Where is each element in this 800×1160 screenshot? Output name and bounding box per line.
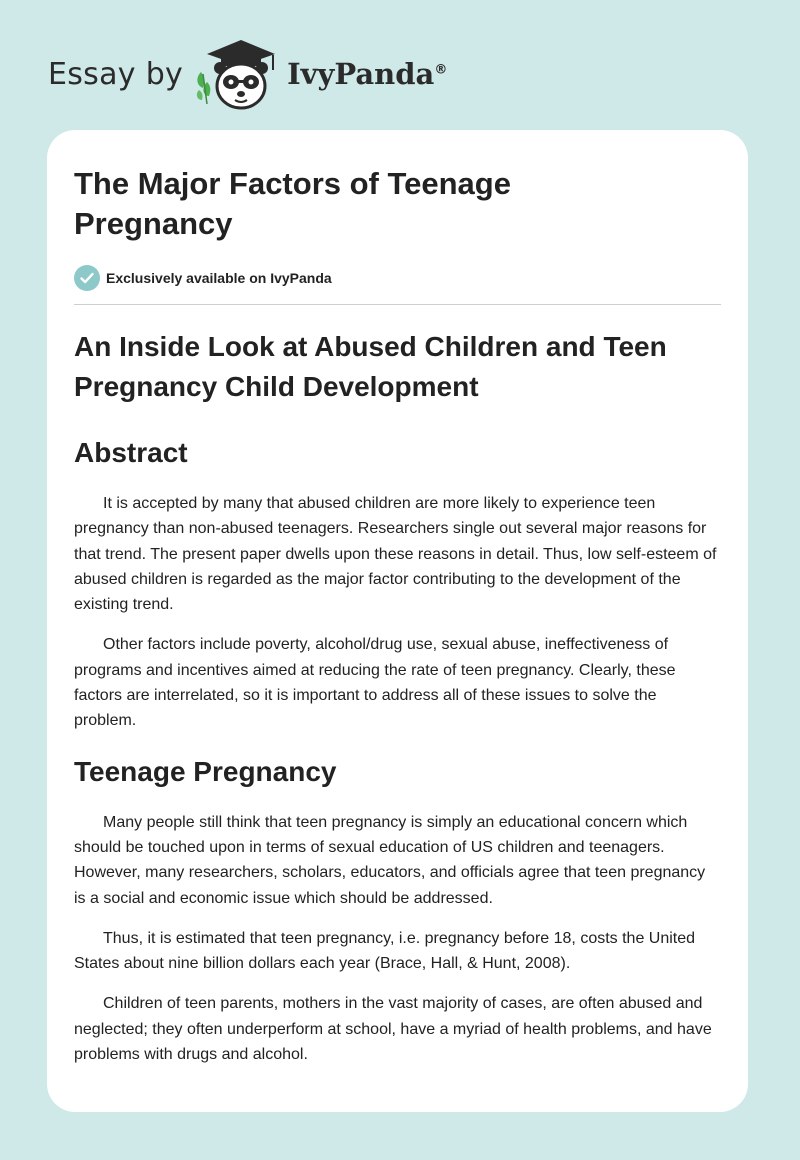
paragraph: Children of teen parents, mothers in the vast majority of cases, are often abused and neglected; they often underperform at school, have a myriad of health problems, and have problems with drugs and alcohol. [74, 995, 712, 1064]
brand-header[interactable] [48, 34, 447, 114]
document-title: The Major Factors of Teenage Pregnancy [74, 166, 511, 241]
paragraph: Thus, it is estimated that teen pregnancy, i.e. pregnancy before 18, costs the United States about nine billion dollars each year (Brace, Hall, & Hunt, 2008). [74, 929, 696, 973]
check-icon [74, 265, 100, 291]
brand-name: IvyPanda® [287, 57, 448, 91]
exclusive-badge [74, 264, 721, 292]
brand-prefix: Essay by [48, 56, 184, 92]
ivy-leaf-icon [197, 72, 210, 104]
divider [74, 304, 721, 305]
essay-card [47, 130, 748, 1112]
registered-mark: ® [434, 62, 448, 78]
paragraph: Many people still think that teen pregnancy is simply an educational concern which should be touched upon in terms of sexual education of US children and teenagers. However, many researchers, scholars, educators, and officials agree that teen pregnancy is a social and economic issue which should be addressed. [74, 813, 706, 907]
essay-title: An Inside Look at Abused Children and Teen Pregnancy Child Development [74, 331, 667, 402]
badge-text: Exclusively available on IvyPanda [106, 270, 332, 286]
section-heading-teenage-pregnancy: Teenage Pregnancy [74, 755, 337, 787]
panda-logo-icon [193, 34, 283, 114]
paragraph: It is accepted by many that abused children are more likely to experience teen pregnancy than non-abused teenagers. Researchers single out several major reasons for that trend. The present paper dwells upon these reasons in detail. Thus, low self-esteem of abused children is regarded as the major factor contributing to the development of the existing trend. [74, 495, 717, 614]
section-heading-abstract: Abstract [74, 437, 188, 468]
paragraph: Other factors include poverty, alcohol/drug use, sexual abuse, ineffectiveness of programs and incentives aimed at reducing the rate of teen pregnancy. Clearly, these factors are interrelated, so it is important to address all of these issues to solve the problem. [74, 636, 676, 730]
